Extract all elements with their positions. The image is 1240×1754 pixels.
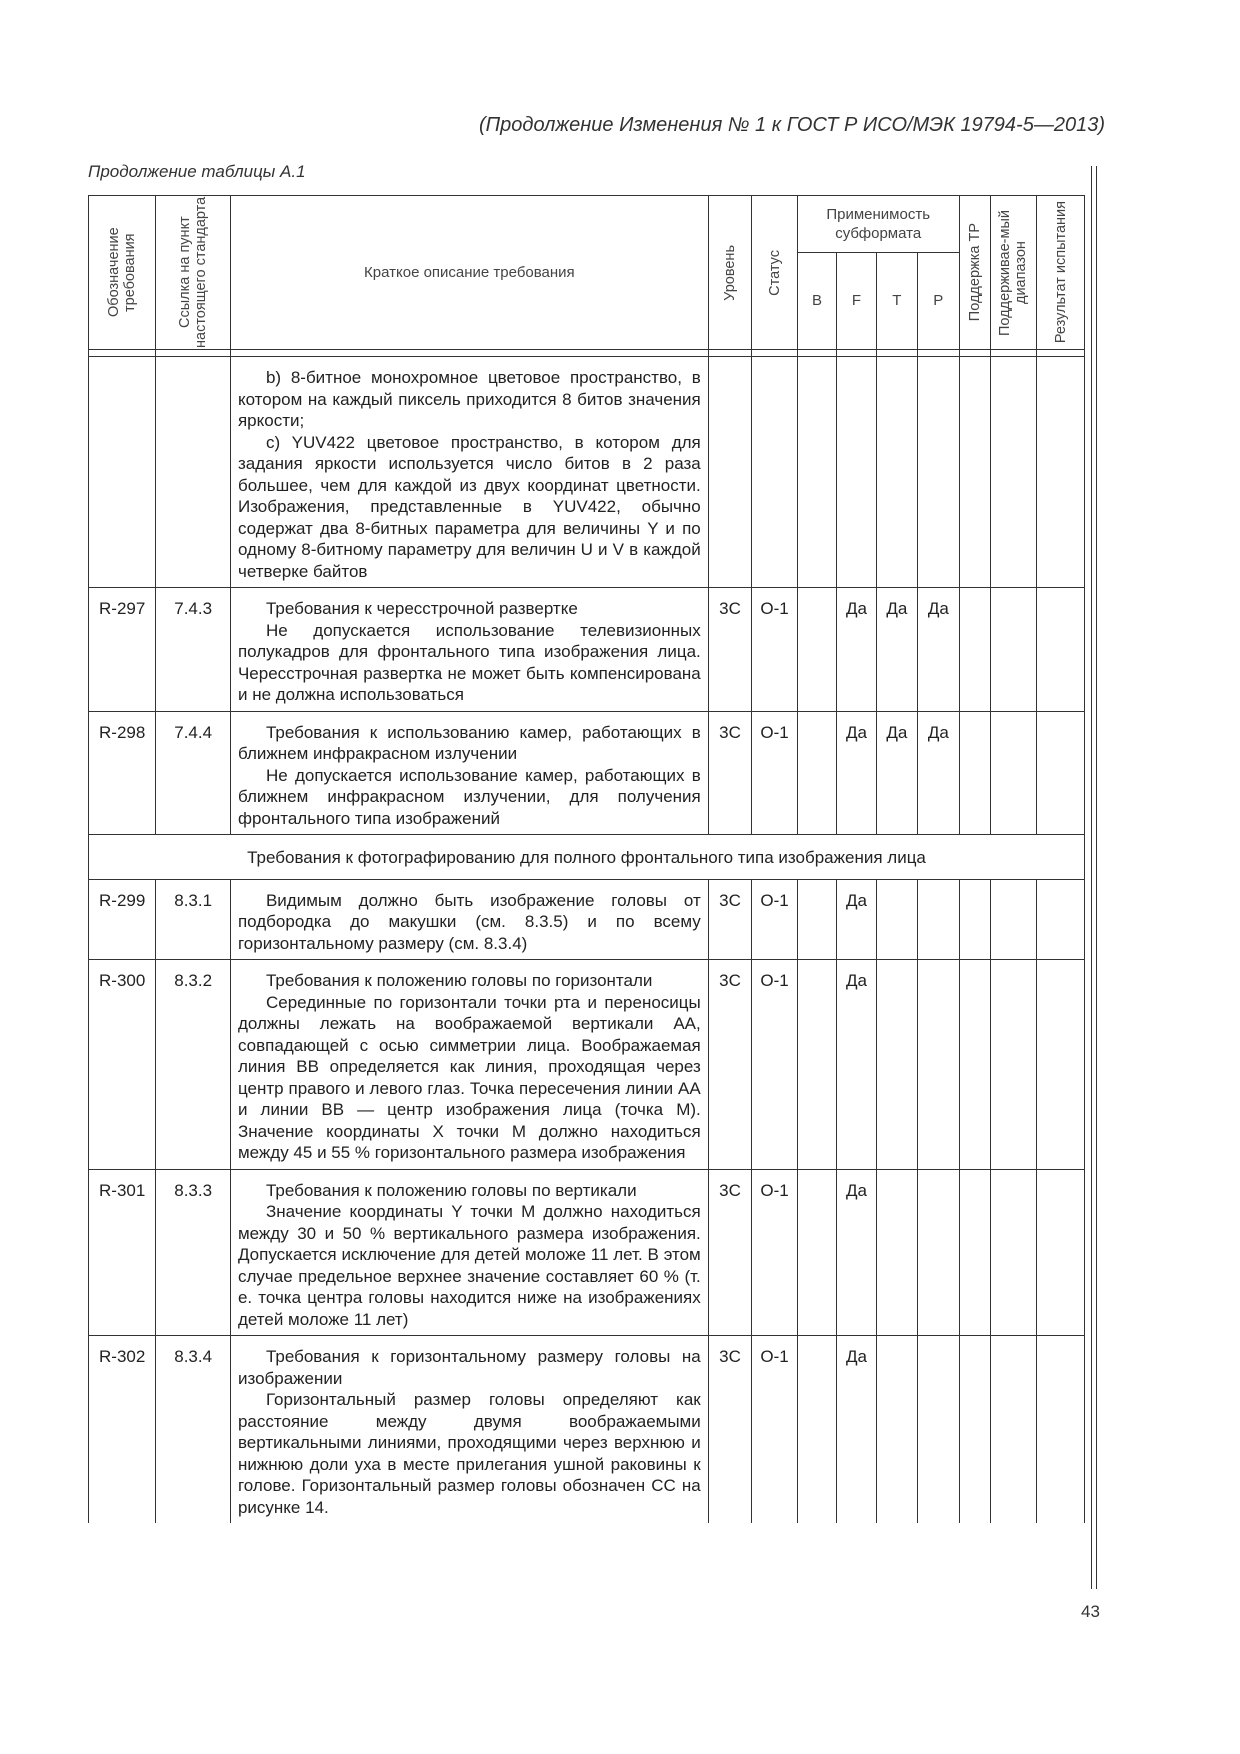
- margin-line: [1096, 166, 1097, 1589]
- table-caption: Продолжение таблицы А.1: [88, 162, 306, 181]
- req-ref: 8.3.1: [156, 879, 231, 960]
- req-id: R-300: [89, 960, 156, 1170]
- req-title: Требования к положению головы по вертикали: [265, 1180, 637, 1200]
- col-level: Уровень: [708, 196, 752, 350]
- col-tp-support: Поддержка ТР: [959, 196, 990, 350]
- description-cell: [230, 357, 708, 588]
- req-status: О-1: [752, 1169, 798, 1336]
- req-level: 3С: [708, 960, 752, 1170]
- req-text: Значение координаты Y точки M должно находиться между 30 и 50 % вертикального размера изображения. Допускается исключение для детей моложе 11 лет. В этом случае предельное верхнее значение составляет 60 % (т. е. точка центра головы находится ниже на изображениях детей моложе 11 лет): [237, 1202, 701, 1329]
- req-f: Да: [837, 879, 876, 960]
- req-level: 3С: [708, 588, 752, 712]
- description-cell: [230, 879, 708, 960]
- req-t: [876, 1169, 917, 1336]
- req-id: R-299: [89, 879, 156, 960]
- req-level: 3С: [708, 879, 752, 960]
- col-applicability: Применимость субформата: [797, 196, 959, 253]
- req-text: Горизонтальный размер головы определяют как расстояние между двумя воображаемыми вертикальными линиями, проходящими через верхнюю и нижнюю доли уха в месте прилегания ушной раковины к голове. Горизонтальный размер головы обозначен CC на рисунке 14.: [237, 1390, 701, 1517]
- req-p: Да: [918, 711, 959, 835]
- req-title: Требования к горизонтальному размеру головы на изображении: [237, 1347, 701, 1388]
- req-id: R-298: [89, 711, 156, 835]
- requirements-table: [88, 195, 1085, 1523]
- margin-line: [1091, 166, 1092, 1589]
- col-sub-b: B: [797, 253, 836, 350]
- req-status: О-1: [752, 588, 798, 712]
- req-status: О-1: [752, 960, 798, 1170]
- req-title: Требования к положению головы по горизонтали: [265, 971, 653, 990]
- req-ref: 8.3.2: [156, 960, 231, 1170]
- req-p: [918, 1169, 959, 1336]
- req-id: R-302: [89, 1336, 156, 1524]
- header-separator: [89, 350, 1085, 357]
- col-sub-f: F: [837, 253, 876, 350]
- req-b: [797, 588, 836, 712]
- table-row: [89, 588, 1085, 712]
- req-b: [797, 879, 836, 960]
- req-f: Да: [837, 960, 876, 1170]
- req-t: [876, 879, 917, 960]
- description-cell: [230, 960, 708, 1170]
- req-ref: 7.4.4: [156, 711, 231, 835]
- req-ref: 7.4.3: [156, 588, 231, 712]
- running-title: (Продолжение Изменения № 1 к ГОСТ Р ИСО/МЭК 19794-5—2013): [478, 114, 1105, 136]
- table-row: [89, 1169, 1085, 1336]
- col-sub-p: P: [918, 253, 959, 350]
- req-title: Требования к чересстрочной развертке: [265, 599, 578, 618]
- req-b: [797, 960, 836, 1170]
- req-status: О-1: [752, 711, 798, 835]
- table-row: [89, 960, 1085, 1170]
- req-f: Да: [837, 1336, 876, 1524]
- section-row: [89, 835, 1085, 880]
- req-p: [918, 960, 959, 1170]
- table-row: [89, 711, 1085, 835]
- col-designation: Обозначение требования: [89, 196, 156, 350]
- req-title: Требования к использованию камер, работающих в ближнем инфракрасном излучении: [237, 722, 701, 763]
- req-f: Да: [837, 588, 876, 712]
- table-row: [89, 357, 1085, 588]
- req-p: [918, 1336, 959, 1524]
- req-t: Да: [876, 588, 917, 712]
- req-t: [876, 960, 917, 1170]
- req-text: Серединные по горизонтали точки рта и переносицы должны лежать на воображаемой вертикали AA, совпадающей с осью симметрии лица. Воображаемая линия BB определяется как линия, проходящая через центр правого и левого глаз. Точка пересечения линии AA и линии BB — центр изображения лица (точка M). Значение координаты X точки M должно находиться между 45 и 55 % горизонтального размера изображения: [237, 992, 701, 1162]
- col-test-result: Результат испытания: [1037, 196, 1085, 350]
- req-level: 3С: [708, 711, 752, 835]
- page-number: 43: [1081, 1602, 1100, 1621]
- req-status: О-1: [752, 879, 798, 960]
- col-reference: Ссылка на пункт настоящего стандарта: [156, 196, 231, 350]
- req-b: [797, 1336, 836, 1524]
- req-t: Да: [876, 711, 917, 835]
- col-status: Статус: [752, 196, 798, 350]
- req-p: Да: [918, 588, 959, 712]
- table-row: [89, 1336, 1085, 1524]
- continuation-para: c) YUV422 цветовое пространство, в котором для задания яркости используется число битов в 2 раза большее, чем для каждой из двух координат цветности. Изображения, представленные в YUV422, обычно содержат два 8-битных параметра для величины Y и по одному 8-битному параметру для величин U и V в каждой четверке байтов: [237, 432, 701, 581]
- col-description: Краткое описание требования: [230, 196, 708, 350]
- req-id: R-301: [89, 1169, 156, 1336]
- table-row: [89, 879, 1085, 960]
- section-title: Требования к фотографированию для полного фронтального типа изображения лица: [89, 835, 1085, 880]
- continuation-para: b) 8-битное монохромное цветовое пространство, в котором на каждый пиксель приходится 8 битов значения яркости;: [237, 368, 701, 430]
- req-b: [797, 1169, 836, 1336]
- description-cell: [230, 1169, 708, 1336]
- req-f: Да: [837, 1169, 876, 1336]
- req-text: Не допускается использование камер, работающих в ближнем инфракрасном излучении, для получения фронтального типа изображений: [237, 765, 701, 828]
- req-t: [876, 1336, 917, 1524]
- req-level: 3С: [708, 1336, 752, 1524]
- req-p: [918, 879, 959, 960]
- col-sub-t: T: [876, 253, 917, 350]
- req-status: О-1: [752, 1336, 798, 1524]
- req-f: Да: [837, 711, 876, 835]
- description-cell: [230, 711, 708, 835]
- description-cell: [230, 588, 708, 712]
- description-cell: [230, 1336, 708, 1524]
- req-level: 3С: [708, 1169, 752, 1336]
- req-id: R-297: [89, 588, 156, 712]
- req-text: Видимым должно быть изображение головы от подбородка до макушки (см. 8.3.5) и по всему горизонтальному размеру (см. 8.3.4): [237, 890, 701, 953]
- col-supported-range: Поддерживае-мый диапазон: [990, 196, 1037, 350]
- req-ref: 8.3.4: [156, 1336, 231, 1524]
- req-b: [797, 711, 836, 835]
- req-ref: 8.3.3: [156, 1169, 231, 1336]
- req-text: Не допускается использование телевизионных полукадров для фронтального типа изображения лица. Чересстрочная развертка не может быть компенсирована и не должна использоваться: [237, 620, 701, 704]
